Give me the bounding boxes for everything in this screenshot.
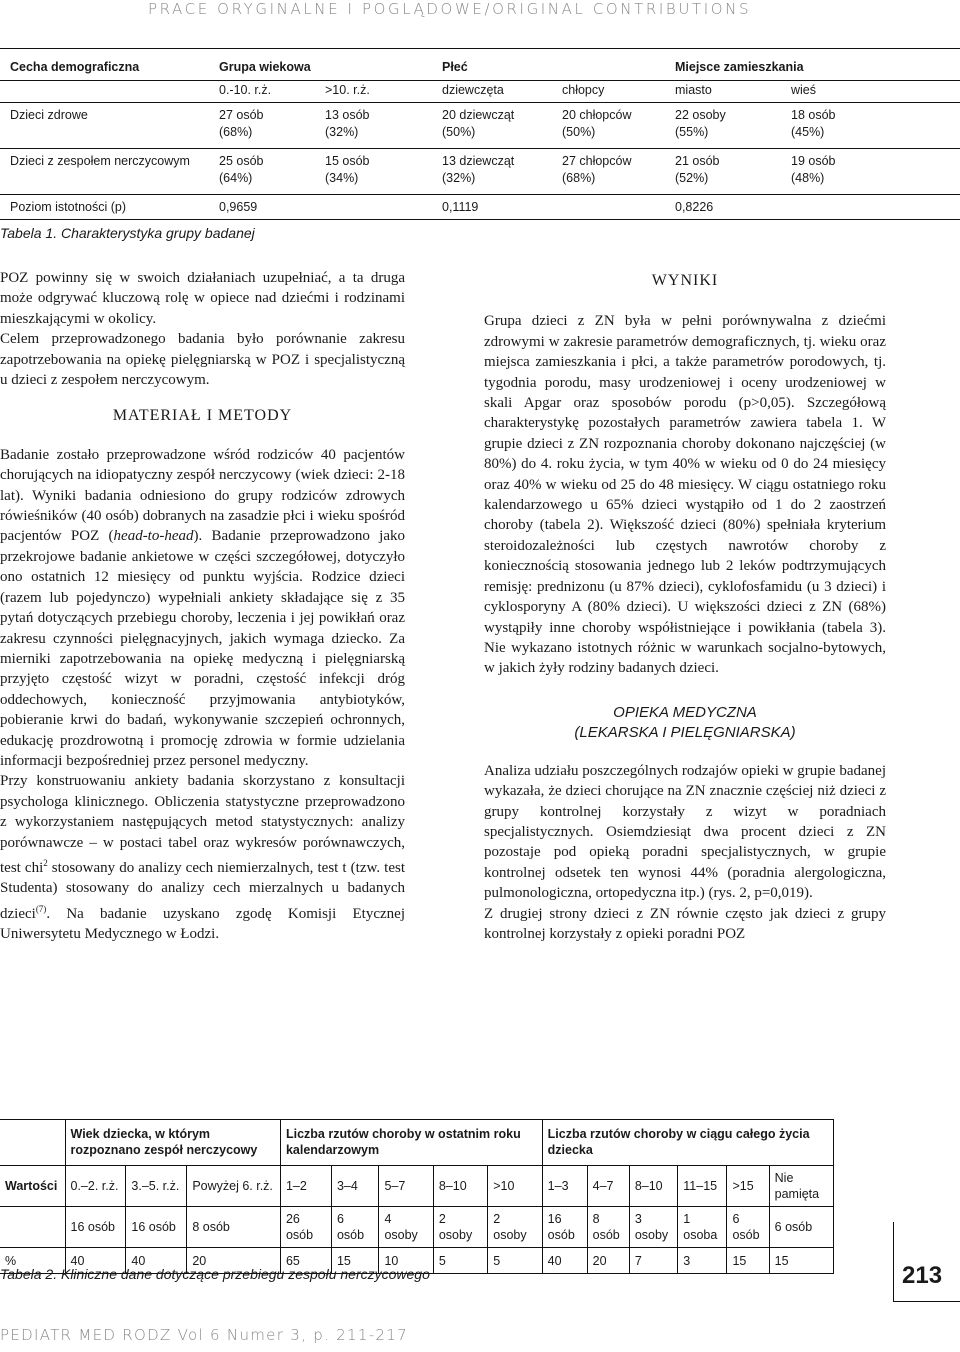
header-cell: Cecha demograficzna [0,49,215,81]
table-row [0,1207,834,1248]
header-cell: Miejsce zamieszkania [671,49,960,81]
table-cell: 10 [379,1248,433,1274]
table-cell: 15 [727,1248,769,1274]
table-cell: 16 osób [542,1207,587,1248]
table-cell: 19 osób (48%) [787,149,960,195]
table-cell: 27 osób (68%) [215,103,321,149]
table-cell: 20 dziewcząt (50%) [438,103,558,149]
table-subheader-row [0,81,960,103]
subheader-cell: 0.-10. r.ż. [215,81,321,103]
header-cell: Grupa wiekowa [215,49,438,81]
row-label: Wartości [0,1166,65,1207]
journal-footer: PEDIATR MED RODZ Vol 6 Numer 3, p. 211-217 [0,1326,408,1344]
subheader-cell: miasto [671,81,787,103]
table-cell: 3 [678,1248,727,1274]
table-row [0,149,960,195]
row-label: Dzieci z zespołem nerczycowym [0,149,215,195]
row-label: Poziom istotności (p) [0,195,215,220]
table-cell: >10 [488,1166,542,1207]
header-cell [0,1120,65,1166]
table-cell: 21 osób (52%) [671,149,787,195]
table-cell: 22 osoby (55%) [671,103,787,149]
table-cell: 27 chłopców (68%) [558,149,671,195]
left-column [0,268,405,945]
subheader-cell [0,81,215,103]
section-heading: OPIEKA MEDYCZNA (LEKARSKA I PIELĘGNIARSKA) [574,703,796,741]
table-cell: 1 osoba [678,1207,727,1248]
table-row [0,103,960,149]
subheader-cell: wieś [787,81,960,103]
table-cell: 16 osób [65,1207,126,1248]
table-cell: 13 osób (32%) [321,103,438,149]
table-cell: 40 [65,1248,126,1274]
table-cell: 15 osób (34%) [321,149,438,195]
table-cell: 11–15 [678,1166,727,1207]
table-row [0,195,960,220]
table-cell: 2 osoby [433,1207,487,1248]
table-cell: 3 osoby [629,1207,677,1248]
header-cell: Wiek dziecka, w którym rozpoznano zespół nerczycowy [65,1120,280,1166]
section-heading: MATERIAŁ I METODY [112,407,293,425]
paragraph: Analiza udziału poszczególnych rodzajów opieki w grupie badanej wykazała, że dzieci chorujące na ZN znacznie częściej niż dzieci z grupy kontrolnej korzystały z wizyt w poradniach specjalistycznych. Osiemdziesiąt dwa procent dzieci z ZN pozostaje pod opieką poradni specjalistycznych, w grupie kontrolnej odsetek ten wynosi 44% (poradnia alergologiczna, pulmonologiczna, ortopedyczna itp.) (rys. 2, p=0,019). [484,762,886,902]
paragraph: Z drugiej strony dzieci z ZN równie często jak dzieci z grupy kontrolnej korzystały z opieki poradni POZ [484,905,886,942]
table-cell: 25 osób (64%) [215,149,321,195]
table-cell: 65 [280,1248,331,1274]
table-row [0,1166,834,1207]
row-label [0,1207,65,1248]
table-cell: Powyżej 6. r.ż. [187,1166,281,1207]
table-cell: 5–7 [379,1166,433,1207]
header-cell: Liczba rzutów choroby w ostatnim roku kalendarzowym [280,1120,542,1166]
table-cell: 0,8226 [671,195,960,220]
table1-caption: Tabela 1. Charakterystyka grupy badanej [0,225,255,241]
table-cell: 7 [629,1248,677,1274]
table-cell: 20 [187,1248,281,1274]
table-clinical-data [0,1119,834,1274]
table-cell: 40 [542,1248,587,1274]
paragraph: Grupa dzieci z ZN była w pełni porównywalna z dziećmi zdrowymi w zakresie parametrów demograficznych, tj. wieku oraz miejsca zamieszkania i płci, a także parametrów porodowych, tj. tygodnia porodu, masy urodzeniowej i oceny urodzeniowej w skali Apgar oraz sposobów porodu (p>0,05). Szczegółową charakterystykę pozostałych parametrów zawiera tabela 1. W grupie dzieci z ZN rozpoznania choroby dokonano najczęściej (w 80%) do 4. roku życia, w tym 40% w wieku od 0 do 24 miesięcy oraz 40% w wieku od 25 do 48 miesięcy. W ciągu ostatniego roku kalendarzowego u 65% dzieci wystąpiło od 1 do 2 zaostrzeń choroby (tabela 2). Większość dzieci (80%) spełniała kryterium steroidozależności lub częstych nawrotów choroby z koniecznością stosowania jednego lub 2 leków podtrzymujących remisję: prednizonu (u 87% dzieci), cyklofosfamidu (u 3 dzieci) i cyklosporyny A (80% dzieci). U większości dzieci z ZN (68%) wystąpiły inne choroby współistniejące i powikłania (tabela 3). Nie wykazano istotnych różnic w warunkach socjalno-bytowych, w jakich żyły rodziny badanych dzieci. [484,313,886,677]
row-label: Dzieci zdrowe [0,103,215,149]
table-cell: Nie pamięta [769,1166,833,1207]
table-cell: 15 [769,1248,833,1274]
table-cell: 0,9659 [215,195,438,220]
section-heading: WYNIKI [651,272,719,289]
subheader-cell: dziewczęta [438,81,558,103]
right-column [484,268,886,944]
table-cell: 0,1119 [438,195,671,220]
table-header-row [0,49,960,81]
paragraph: Badanie zostało przeprowadzone wśród rodziców 40 pacjentów chorujących na idiopatyczny zespół nerczycowy (wiek dzieci: 2-18 lat). Wyniki badania odniesiono do grupy rodziców zdrowych rówieśników (40 osób) dobranych na zasadzie płci i wieku spośród pacjentów POZ (head-to-head). Badanie przeprowadzono jako przekrojowe badanie ankietowe w części szczegółowej, dotyczyło ono ostatnich 12 miesięcy od punktu wyjścia. Rodzice dzieci (razem lub pojedynczo) wypełniali ankiety składające się z 35 pytań dotyczących przebiegu choroby, leczenia i jej powikłań oraz zakresu czynności pielęgnacyjnych, jakich wymaga dziecko. Za mierniki zapotrzebowania na opiekę medyczną i pielęgniarską przyjęto częstość wizyt w poradni, częstość infekcji dróg oddechowych, konieczność przyjmowania antybiotyków, pobieranie krwi do badań, wykonywanie szczepień ochronnych, edukację prozdrowotną i promocję zdrowia w formie udzielania informacji bezpośredniej przez personel medyczny. [0,446,406,769]
table-cell: 8–10 [433,1166,487,1207]
table-cell: 3–4 [331,1166,378,1207]
table-cell: 15 [331,1248,378,1274]
table-cell: 18 osób (45%) [787,103,960,149]
journal-header: PRACE ORYGINALNE I POGLĄDOWE/ORIGINAL CONTRIBUTIONS [148,0,752,18]
table2-caption: Tabela 2. Kliniczne dane dotyczące przebiegu zespołu nerczycowego [0,1266,430,1282]
table-header-row [0,1120,834,1166]
table-cell: 6 osób [331,1207,378,1248]
table-cell: 8 osób [587,1207,629,1248]
paragraph: POZ powinny się w swoich działaniach uzupełniać, a ta druga może odgrywać kluczową rolę w opiece nad dziećmi i rodzinami mieszkającymi w okolicy. [0,270,405,327]
paragraph: Celem przeprowadzonego badania było porównanie zakresu zapotrzebowania na opiekę pielęgniarską w POZ i specjalistyczną u dzieci z zespołem nerczycowym. [0,331,405,389]
table-cell: 6 osób [769,1207,833,1248]
table-cell: 1–2 [280,1166,331,1207]
page-number: 213 [902,1262,943,1289]
table-cell: 8–10 [629,1166,677,1207]
header-cell: Płeć [438,49,671,81]
table-cell: 26 osób [280,1207,331,1248]
table-cell: 20 [587,1248,629,1274]
table-cell: 5 [488,1248,542,1274]
table-cell: 3.–5. r.ż. [126,1166,187,1207]
table-cell: 40 [126,1248,187,1274]
table-cell: 2 osoby [488,1207,542,1248]
header-cell: Liczba rzutów choroby w ciągu całego życia dziecka [542,1120,833,1166]
table-cell: 4–7 [587,1166,629,1207]
page-number-divider [893,1222,894,1302]
table-cell: 16 osób [126,1207,187,1248]
table-demographics [0,48,960,220]
table-cell: 1–3 [542,1166,587,1207]
table-cell: 6 osób [727,1207,769,1248]
row-label: % [0,1248,65,1274]
table-cell: 8 osób [187,1207,281,1248]
table-cell: 20 chłopców (50%) [558,103,671,149]
subheader-cell: chłopcy [558,81,671,103]
table-cell: 5 [433,1248,487,1274]
table-cell: >15 [727,1166,769,1207]
paragraph: Przy konstruowaniu ankiety badania skorzystano z konsultacji psychologa klinicznego. Obliczenia statystyczne przeprowadzono z wykorzystaniem następujących metod statystycznych: analizy porównawcze – w postaci tabel oraz wykresów porównawczych, test chi$^2$ stosowany do analizy cech niemierzalnych, test t (tzw. test Studenta) stosowany do analizy cech mierzalnych u badanych dzieci$^{(7)}$. Na badanie uzyskano zgodę Komisji Etycznej Uniwersytetu Medycznego w Łodzi. [0,773,405,943]
table-cell: 0.–2. r.ż. [65,1166,126,1207]
table-cell: 13 dziewcząt (32%) [438,149,558,195]
subheader-cell: >10. r.ż. [321,81,438,103]
page-number-underline [893,1301,960,1302]
table-cell: 4 osoby [379,1207,433,1248]
